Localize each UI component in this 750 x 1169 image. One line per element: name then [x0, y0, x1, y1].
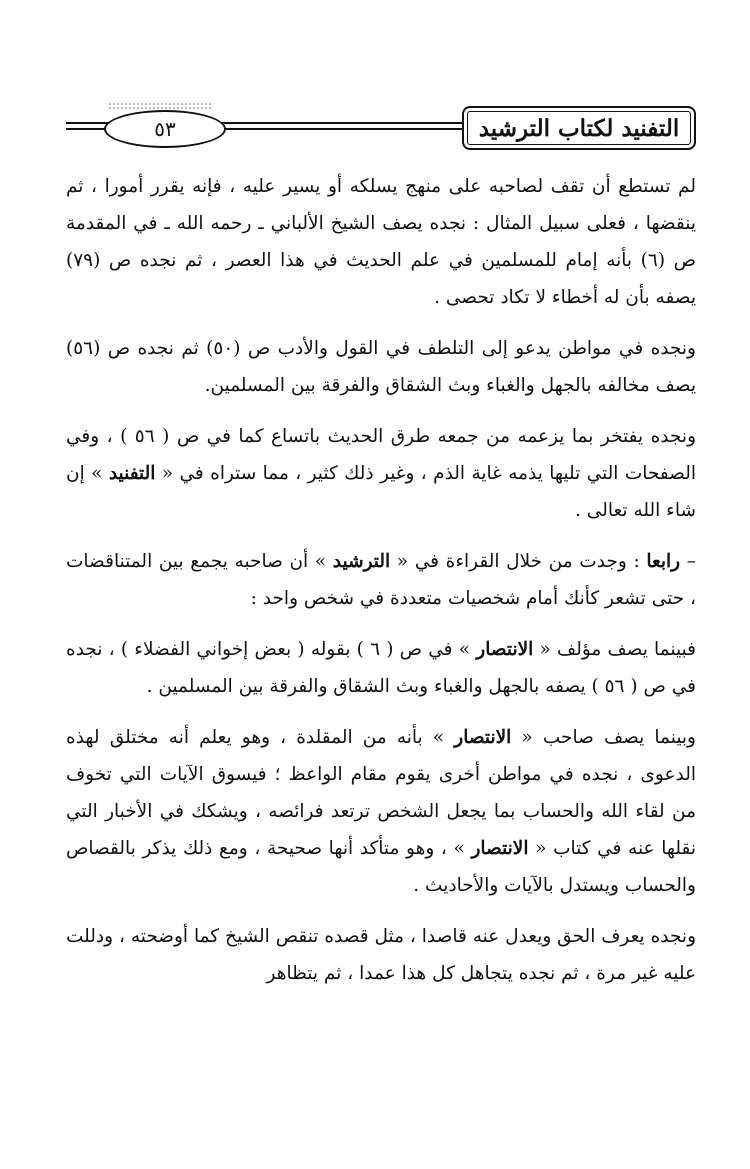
paragraph-3-text-a: ونجده يفتخر بما يزعمه من جمعه طرق الحديث باتساع كما في ص ( ٥٦ ) ، وفي الصفحات التي تليها يذمه غاية الذم ، وغير ذلك كثير ، مما ستراه في «: [66, 426, 697, 484]
book-title: التفنيد لكتاب الترشيد: [478, 114, 680, 142]
paragraph-6-text-b: » بأنه من المقلدة ، وهو يعلم أنه مختلق لهذه الدعوى ، نجده في مواطن أخرى يقوم مقام الواعظ ؛ فيسوق الآيات التي تخوف من لقاء الله والحساب بما يجعل الشخص ترتعد فرائصه ، ويشكك في الأخبار التي نقلها عنه في كتاب «: [66, 727, 696, 859]
paragraph-2: ونجده في مواطن يدعو إلى التلطف في القول والأدب ص (٥٠) ثم نجده ص (٥٦) يصف مخالفه بالجهل والغباء وبث الشقاق والفرقة بين المسلمين.: [66, 338, 696, 396]
paragraph-3-bold-term: التفنيد: [108, 463, 156, 484]
running-header: [66, 98, 696, 160]
paragraph-5-bold-term: الانتصار: [476, 639, 534, 660]
paragraph-4-dash: –: [680, 551, 696, 572]
paragraph-6-text-a: وبينما يصف صاحب «: [511, 727, 696, 748]
paragraph-6-bold-term-1: الانتصار: [454, 727, 512, 748]
paragraph-6-bold-term-2: الانتصار: [471, 838, 529, 859]
paragraph-5: [66, 631, 696, 705]
page-body: [66, 168, 696, 992]
decorative-stipple: [108, 102, 212, 110]
page-number: ٥٣: [154, 117, 176, 141]
page-number-oval: [104, 110, 226, 148]
paragraph-7: ونجده يعرف الحق ويعدل عنه قاصدا ، مثل قصده تنقص الشيخ كما أوضحته ، ودللت عليه غير مرة ، ثم نجده يتجاهل كل هذا عمدا ، ثم يتظاهر: [66, 926, 696, 984]
paragraph-4: [66, 543, 696, 617]
paragraph-5-text-a: فبينما يصف مؤلف «: [533, 639, 696, 660]
paragraph-4-text-a: : وجدت من خلال القراءة في «: [390, 551, 647, 572]
paragraph-6-text-c: » ، وهو متأكد أنها صحيحة ، ومع ذلك يذكر بالقصاص والحساب ويستدل بالآيات والأحاديث .: [66, 838, 696, 896]
paragraph-3: [66, 418, 696, 529]
paragraph-4-bold-term: الترشيد: [332, 551, 391, 572]
paragraph-6: [66, 719, 696, 904]
paragraph-3-text-b: » إن شاء الله تعالى .: [66, 463, 696, 521]
paragraph-4-heading: رابعا: [646, 551, 681, 572]
paragraph-4-text-b: » أن صاحبه يجمع بين المتناقضات ، حتى تشعر كأنك أمام شخصيات متعددة في شخص واحد :: [66, 551, 696, 609]
paragraph-1: لم تستطع أن تقف لصاحبه على منهج يسلكه أو يسير عليه ، فإنه يقرر أمورا ، ثم ينقضها ، فعلى سبيل المثال : نجده يصف الشيخ الألباني ـ رحمه الله ـ في المقدمة ص (٦) بأنه إمام للمسلمين في علم الحديث في هذا العصر ، ثم نجده ص (٧٩) يصفه بأن له أخطاء لا تكاد تحصى .: [66, 176, 696, 308]
paragraph-5-text-b: » في ص ( ٦ ) بقوله ( بعض إخواني الفضلاء ) ، نجده في ص ( ٥٦ ) يصفه بالجهل والغباء وبث الشقاق والفرقة بين المسلمين .: [66, 639, 696, 697]
book-title-box: [462, 106, 696, 150]
